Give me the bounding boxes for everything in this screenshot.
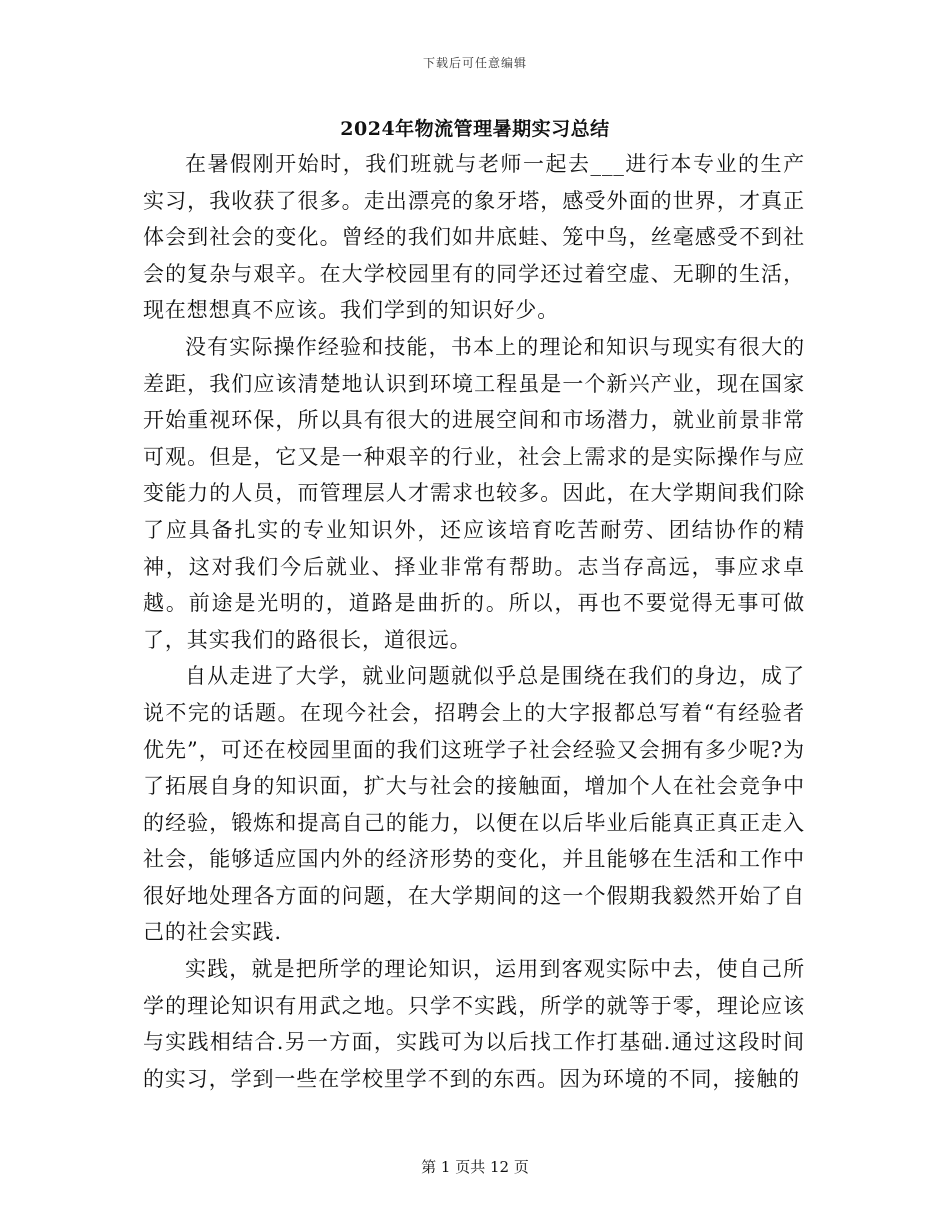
document-body xyxy=(143,146,805,1097)
paragraph-2: 没有实际操作经验和技能，书本上的理论和知识与现实有很大的差距，我们应该清楚地认识到环境工程虽是一个新兴产业，现在国家开始重视环保，所以具有很大的进展空间和市场潜力，就业前景非常可观。但是，它又是一种艰辛的行业，社会上需求的是实际操作与应变能力的人员，而管理层人才需求也较多。因此，在大学期间我们除了应具备扎实的专业知识外，还应该培育吃苦耐劳、团结协作的精神，这对我们今后就业、择业非常有帮助。志当存高远，事应求卓越。前途是光明的，道路是曲折的。所以，再也不要觉得无事可做了，其实我们的路很长，道很远。 xyxy=(143,334,805,652)
paragraph-4: 实践，就是把所学的理论知识，运用到客观实际中去，使自己所学的理论知识有用武之地。只学不实践，所学的就等于零，理论应该与实践相结合.另一方面，实践可为以后找工作打基础.通过这段时间的实习，学到一些在学校里学不到的东西。因为环境的不同，接触的 xyxy=(143,957,805,1091)
paragraph-3: 自从走进了大学，就业问题就似乎总是围绕在我们的身边，成了说不完的话题。在现今社会，招聘会上的大字报都总写着“有经验者优先”，可还在校园里面的我们这班学子社会经验又会拥有多少呢?为了拓展自身的知识面，扩大与社会的接触面，增加个人在社会竞争中的经验，锻炼和提高自己的能力，以便在以后毕业后能真正真正走入社会，能够适应国内外的经济形势的变化，并且能够在生活和工作中很好地处理各方面的问题，在大学期间的这一个假期我毅然开始了自己的社会实践. xyxy=(143,664,805,945)
document-title: 2024年物流管理暑期实习总结 xyxy=(340,118,610,140)
paragraph-1: 在暑假刚开始时，我们班就与老师一起去___进行本专业的生产实习，我收获了很多。走出漂亮的象牙塔，感受外面的世界，才真正体会到社会的变化。曾经的我们如井底蛙、笼中鸟，丝毫感受不到社会的复杂与艰辛。在大学校园里有的同学还过着空虚、无聊的生活，现在想想真不应该。我们学到的知识好少。 xyxy=(143,152,805,323)
header-note: 下载后可任意编辑 xyxy=(422,56,527,70)
page-indicator: 第 1 页共 12 页 xyxy=(421,1158,529,1176)
